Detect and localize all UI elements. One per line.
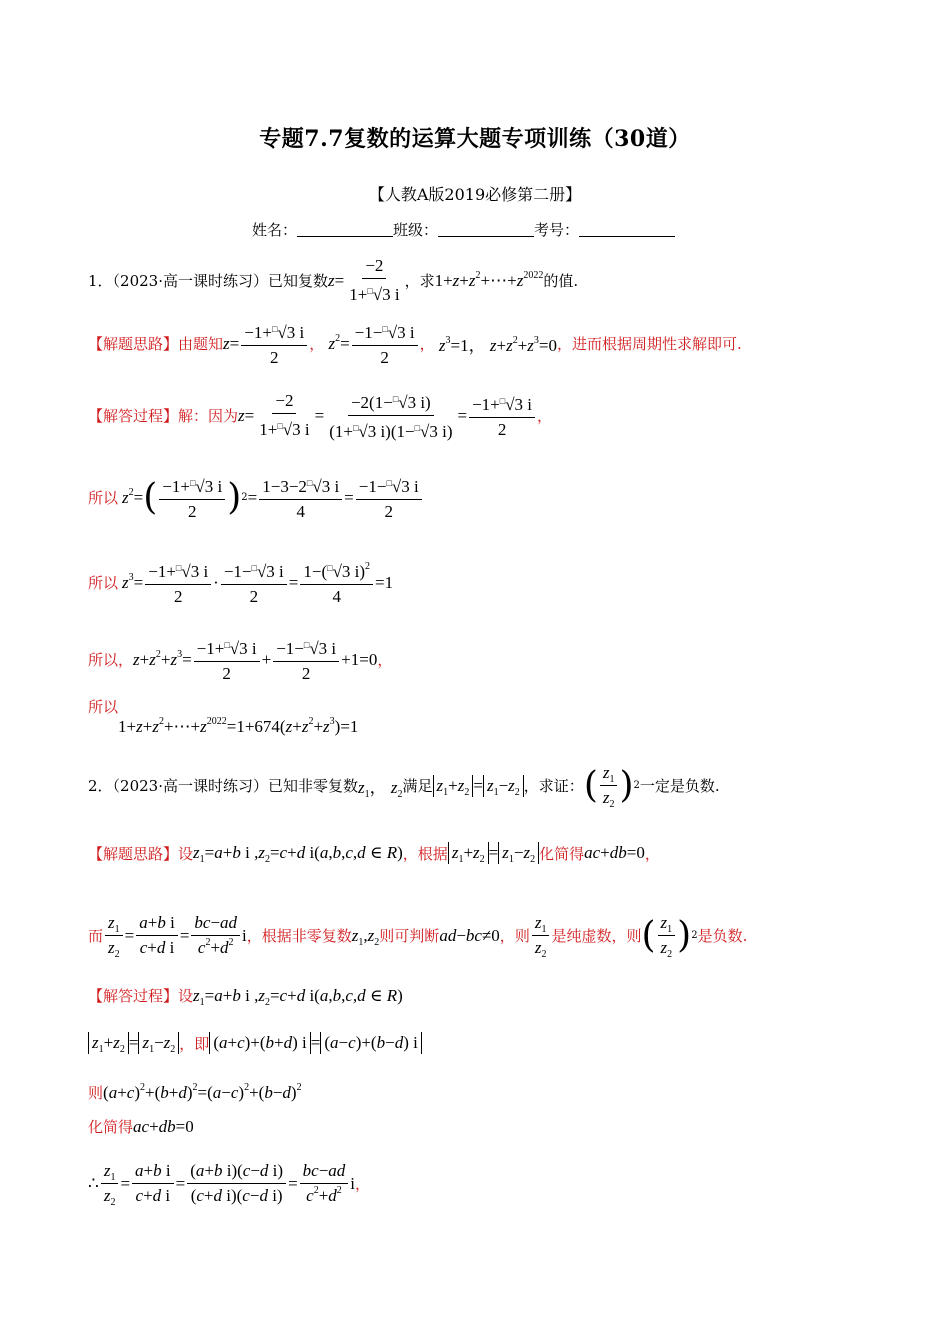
question-1-text: 1．（2023·高一课时练习）已知复数 xyxy=(88,272,328,290)
so-comma-label: 所以， xyxy=(88,651,134,669)
q1-step-z3: 所以 $z^3=$ $\frac{-1+^□√3 i}{2}$ · $\frac{-1-^□√3 i}{2}$ = $\frac{1-(^□√3 i)^2}{4}$ =1 xyxy=(88,557,888,608)
q2-step-2: 则 $(a+c)^2+(b+d)^2=(a-c)^2+(b-d)^2$ xyxy=(88,1081,302,1102)
q2-process: 【解答过程】 设 $z_1=a+b$ i $,z_2=c+d$ i(a,b,c,d ∈ R) xyxy=(88,985,403,1008)
q2-step-3: 化简得 ac+db=0 xyxy=(88,1116,194,1136)
q1-step-final: 所以 $1+z+z^2+\cdots+z^{2022}=1+674(z+z^2+z^3)=1$ xyxy=(88,696,888,737)
q2-step-4: ∴ $\frac{z_1}{z_2}$ = $\frac{\text{a+b i}}{\text{c+d i}}$ = $\frac{\text{(a+b i)(c−d i)}}{\text{(c+d i)(c−d i)}}$ = $\frac{bc-ad}{c^2+d^2}$ i ， xyxy=(88,1161,371,1208)
so-label: 所以 xyxy=(88,574,119,592)
q1-step-sum: 所以， $z+z^2+z^3=$ $\frac{-1+^□√3 i}{2}$ + $\frac{-1-^□√3 i}{2}$ +1=0 ， xyxy=(88,634,888,685)
so-label: 所以 xyxy=(88,489,119,507)
according-label: 根据 xyxy=(417,844,448,863)
page-title: 专题7.7复数的运算大题专项训练（30道） xyxy=(259,126,691,152)
q2-hint-2: 而 $\frac{z_1}{z_2}$ = $\frac{\text{a+b i}}{\text{c+d i}}$ = $\frac{bc-ad}{c^2+d^2}$ i ，根据非零复数 $z_1,z_2$ 则可判断 ad−bc≠0 ， 则 $\frac{z_1}{z_2}$ 是纯虚数，则 ( $\frac{z_1}{z_2}$ ) 2 是负数. xyxy=(88,913,748,960)
hint-text: 由题知 xyxy=(178,335,224,353)
hint-end: ，进而根据周期性求解即可. xyxy=(557,335,742,353)
hint-label: 【解题思路】 xyxy=(88,844,179,863)
question-1-suffix: 的值. xyxy=(543,272,579,290)
set-label: 设 xyxy=(178,987,194,1005)
exam-blank xyxy=(579,222,675,237)
pure-imag-label: 是纯虚数，则 xyxy=(551,927,642,945)
question-1-mid: ，求 xyxy=(404,272,435,290)
q1-process: 【解答过程】 解：因为 z= $\frac{-2}{1+^□√3 i}$ = $\frac{-2(1-^□√3 i)}{(1+^□√3 i)(1-^□√3 i)}$ = $\frac{-1+^□√3 i}{2}$ ， xyxy=(88,388,888,443)
question-2: 2．（2023·高一课时练习）已知非零复数 $z_1$， $z_2$ 满足 $z_1+z_2 = z_1-z_2$ ，求证： ( $\frac{z_1}{z_2}$ ) 2 一定是负数. xyxy=(88,763,720,810)
question-1: 1．（2023·高一课时练习）已知复数 z = $\frac{-2}{1+^□√3 i}$ ，求 $1+z+z^2+\cdots+z^{2022}$ 的值. xyxy=(88,256,579,304)
then2-label: 则 xyxy=(88,1084,104,1102)
so-label: 所以 xyxy=(88,698,119,716)
judge-label: 则可判断 xyxy=(379,927,440,945)
process-label: 【解答过程】 xyxy=(88,987,179,1005)
nonzero-label: ，根据非零复数 xyxy=(246,927,352,945)
satisfy-label: 满足 xyxy=(402,777,433,795)
q1-step-z2: 所以 $z^2=$ ( $\frac{-1+^□√3 i}{2}$ ) 2 = $\frac{1-3-2^□√3 i}{4}$ = $\frac{-1-^□√3 i}{2}$ xyxy=(88,472,888,523)
q1-hint: 【解题思路】 由题知 z= $\frac{-1+^□√3 i}{2}$ ， $z^2=$ $\frac{-1-^□√3 i}{2}$ ， $z^3=1$， $z+z^2+z^3=0$ ，进而根据周期性求解即可. xyxy=(88,318,888,369)
fraction: $\frac{-2}{1+^□√3 i}$ xyxy=(349,256,400,304)
question-2-text: 2．（2023·高一课时练习）已知非零复数 xyxy=(88,777,358,795)
process-label: 【解答过程】 xyxy=(88,407,179,425)
and-label: 而 xyxy=(88,927,104,945)
prove-end: 一定是负数. xyxy=(639,777,720,795)
class-blank xyxy=(438,222,534,237)
then-label: 则 xyxy=(514,927,530,945)
q2-step-1: $z_1+z_2 = z_1-z_2$ ， 即 (a+c)+(b+d) i = (a−c)+(b−d) i xyxy=(88,1032,888,1054)
namely-label: 即 xyxy=(194,1034,210,1053)
hint-label: 【解题思路】 xyxy=(88,335,179,353)
process-intro: 解：因为 xyxy=(178,407,239,425)
student-info-line xyxy=(252,219,675,240)
class-label: 班级： xyxy=(393,221,439,239)
simplify-label: 化简得 xyxy=(539,844,585,863)
q2-hint: 【解题思路】 设 $z_1=a+b$ i $,z_2=c+d$ i(a,b,c,d ∈ R) ， 根据 $z_1+z_2 = z_1-z_2$ 化简得 ac+db=0 ， xyxy=(88,843,660,865)
negative-label: 是负数. xyxy=(697,927,748,945)
page-subtitle: 【人教A版2019必修第二册】 xyxy=(368,185,582,204)
set-label: 设 xyxy=(178,844,194,863)
exam-label: 考号： xyxy=(534,221,580,239)
simplify2-label: 化简得 xyxy=(88,1118,134,1136)
prove-label: ，求证： xyxy=(523,777,584,795)
name-blank xyxy=(297,222,393,237)
formula: z xyxy=(328,270,335,290)
therefore-symbol: ∴ xyxy=(88,1173,99,1193)
name-label: 姓名： xyxy=(252,221,298,239)
formula: $1+z+z^2+\cdots+z^{2022}$ xyxy=(434,269,544,290)
